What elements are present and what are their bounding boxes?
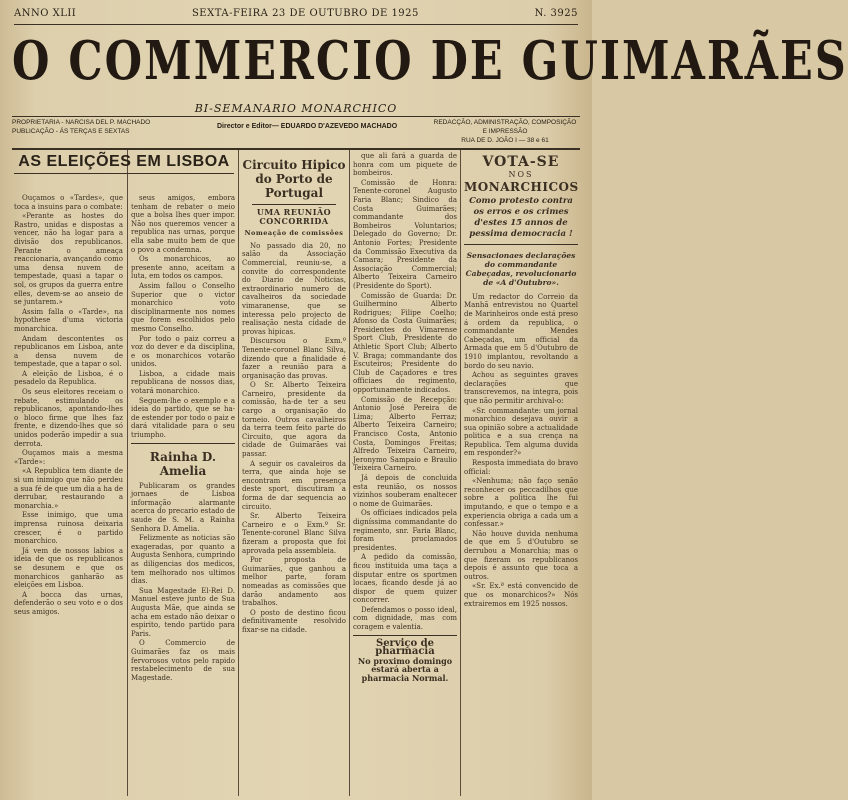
paragraph: Ouçamos mais a mesma «Tarde»: xyxy=(14,449,123,466)
paragraph: Assim falla o «Tarde», na hypothese d'uma victoria monarchica. xyxy=(14,307,123,333)
section-title-pharmacia: Serviço de pharmacia xyxy=(375,637,435,658)
paragraph: O posto de destino ficou definitivamente resolvido fixar-se na cidade. xyxy=(242,608,346,634)
paragraph: Resposta immediata do bravo official: xyxy=(464,459,578,476)
section-title-circuito: Circuito Hipico do Porto de Portugal xyxy=(242,158,346,200)
paragraph: Lisboa, a cidade mais republicana de nossos dias, votará monarchico. xyxy=(131,369,235,396)
address-info xyxy=(430,118,580,145)
column-3 xyxy=(242,152,346,792)
column-separator xyxy=(238,150,239,796)
column-1 xyxy=(14,194,123,794)
paragraph: Já vem de nossos labios a ideia de que os republicanos se desunem e que os monarchicos ganharão as eleições em Lisboa. xyxy=(14,546,123,590)
divider xyxy=(353,635,457,636)
paragraph: O Sr. Alberto Teixeira Carneiro, presidente da comissão, ha-de ter a seu cargo a organisação do torneio. Outros cavalheiros da terra teem feito parte do Circuito, que agora da cidade de Guimarães vai passar. xyxy=(242,381,346,459)
paragraph: Os seus eleitores receiam o rebate, estimulando os republicanos, apontando-lhes o bloco firme que lhes faz frente, e dizendo-lhes que só unidos poderão impedir a sua derrota. xyxy=(14,388,123,448)
divider xyxy=(252,204,336,205)
paragraph: Comissão de Honra: Tenente-coronel Augusto Faria Blanc; Sindico da Costa Guimarães; commandante dos Bombeiros Voluntarios; Delegado do Governo; Dr. Antonio Fortes; Presidente da Commissão Executiva da Camara; Presidente da Associação Commercial; Alberto Teixeira Carneiro (Presidente do Sport). xyxy=(353,178,457,290)
director-info: Director e Editor— EDUARDO D'AZEVEDO MACHADO xyxy=(217,123,398,130)
paragraph: Sr. Alberto Teixeira Carneiro e o Exm.º Sr. Tenente-coronel Blanc Silva fizeram a proposta que foi aprovada pela assembleia. xyxy=(242,512,346,555)
paragraph: A bocca das urnas, defenderão o seu voto e o dos seus amigos. xyxy=(14,590,123,616)
paragraph: Achou as seguintes graves declarações que transcrevemos, na integra, pois que não permitir archival-o: xyxy=(464,371,578,405)
paragraph: que ali fará a guarda de honra com um piquete de bombeiros. xyxy=(353,152,457,178)
paragraph: Os officiaes indicados pela digníssima commandante do regimento, snr. Faria Blanc, foram proclamados presidentes. xyxy=(353,509,457,552)
lead-headline-area xyxy=(14,152,234,192)
column-2 xyxy=(131,194,235,794)
column-separator xyxy=(349,150,350,796)
section-title-rainha: Rainha D. Amelia xyxy=(149,449,217,478)
paragraph: A eleição de Lisboa, é o pesadelo da Republica. xyxy=(14,369,123,387)
publication-schedule: PUBLICAÇÃO - ÁS TERÇAS E SEXTAS xyxy=(12,128,130,135)
paragraph: Por proposta de Guimarães, que ganhou a melhor parte, foram nomeadas as comissões que darão andamento aos trabalhos. xyxy=(242,556,346,608)
paragraph: seus amigos, embora tenham de rebater o meio que a bolsa lhes quer impor. Não nos queremos vencer a republica nas urnas, porque ella sabe muito bem de que o povo a condemna. xyxy=(131,194,235,254)
paragraph: Publicaram os grandes jornaes de Lisboa informação alarmante acerca do precario estado de saude de S. M. a Rainha Senhora D. Amelia. xyxy=(131,481,235,533)
paragraph: Sua Magestade El-Rei D. Manuel esteve junto de Sua Augusta Mãe, que ainda se acha em estado não deixar o espirito, tendo partido para Paris. xyxy=(131,586,235,638)
divider xyxy=(464,244,578,245)
address-line-1: REDACÇÃO, ADMINISTRAÇÃO, COMPOSIÇÃO xyxy=(433,119,577,126)
paragraph: Assim fallou o Conselho Superior que o victor monarchico voto disciplinarmente nos nomes que forem escolhidos pelo mesmo Conselho. xyxy=(131,281,235,333)
publication-info xyxy=(12,118,580,148)
paragraph: Um redactor do Correio da Manhã entrevistou no Quartel de Marinheiros onde está preso á ordem da republica, o commandante Mendes Cabeçadas, um official da Armada que em 5 d'Outubro de 1910 implantou, revoltando a bordo do seu navio. xyxy=(464,292,578,370)
paragraph: Por todo o paiz correu a voz do dever e da disciplina, e os monarchicos votarão unidos. xyxy=(131,334,235,369)
divider xyxy=(131,443,235,444)
paragraph: Já depois de concluida esta reunião, os nossos vizinhos souberam enaltecer o nome de Guimarães. xyxy=(353,473,457,508)
paragraph: Não houve duvida nenhuma de que em 5 d'Outubro se derrubou a Monarchia; mas o que fizeram os republicanos depois é assunto que toca a outros. xyxy=(464,529,578,581)
proprietor-text: PROPRIETARIA - NARCISA DEL P. MACHADO xyxy=(12,119,151,126)
paragraph: «A Republica tem diante de si um inimigo que não perdeu a sua fé de que um dia a ha de derrubar, restaurando a monarchia.» xyxy=(14,467,123,510)
address-line-3: RUA DE D. JOÃO I — 38 e 61 xyxy=(461,137,549,144)
paragraph: Esse inimigo, que uma imprensa ruinosa deixaria crescer, é o partido monarchico. xyxy=(14,511,123,546)
paragraph: Os monarchicos, ao presente anno, aceitam a luta, em todos os campos. xyxy=(131,255,235,281)
divider xyxy=(12,116,580,117)
paragraph: No passado dia 20, no salão da Associação Commercial, reuniu-se, a convite do correspondente do Diario de Noticias, extraordinario numero de cavalheiros da sociedade vimaranense, que se interessa pelo projecto de realisação nesta cidade de provas hipicas. xyxy=(242,241,346,336)
paragraph: «Sr. commandante: um jornal monarchico desejava ouvir a sua opinião sobre a actualidade politica e a sua crença na Republica. Tem alguma duvida em responder?» xyxy=(464,406,578,458)
pharmacia-notice: No proximo domingo estará aberta a pharmacia Normal. xyxy=(357,655,453,684)
column-separator xyxy=(127,150,128,796)
paragraph: Comissão de Guarda: Dr. Guilhermino Alberto Rodrigues; Filipe Coelho; Afonso da Costa Guimarães; Presidentes do Vimarense Sport Club, Presidente do Athletic Sport Club; Alberto V. Braga; commandante dos Escuteiros; Presidente do Club de Caçadores e tres officiaes do regimento, opportunamente indicados. xyxy=(353,291,457,395)
masthead-subtitle: BI-SEMANARIO MONARCHICO xyxy=(194,102,398,115)
paragraph: Felizmente as noticias são exageradas, por quanto a Augusta Senhora, cumprindo as diligencias dos medicos, tem melhorado nos ultimos dias. xyxy=(131,534,235,586)
protest-text: Como protesto contra os erros e os crimes d'estes 15 annos de pessima democracia ! xyxy=(469,195,573,239)
lead-headline: AS ELEIÇÕES EM LISBOA xyxy=(14,152,234,174)
paragraph: A seguir os cavaleiros da terra, que ainda hoje se encontram em presença deste sport, discutiram a forma de dar sequencia ao circuito. xyxy=(242,459,346,511)
column-separator xyxy=(460,150,461,796)
declaracoes-title: Sensacionaes declarações do commandante Cabeçadas, revolucionario de «A d'Outubro». xyxy=(465,250,577,287)
section-subtitle: UMA REUNIÃO CONCORRIDA xyxy=(256,207,332,226)
proprietor-info xyxy=(12,118,212,136)
paragraph: Discursou o Exm.º Tenente-coronel Blanc Silva, dizendo que a finalidade é fazer a reunião para a organisação das provas. xyxy=(242,337,346,380)
top-info-line xyxy=(14,2,578,25)
issue-date: SEXTA-FEIRA 23 DE OUTUBRO DE 1925 xyxy=(191,7,419,19)
paragraph: «Perante as hostes do Rastro, unidas e dispostas a vencer, não ha logar para a divisão dos republicanos. Perante o ameaça reaccionaria, avançando como uma densa nuvem de tempestade, quasi a tapar o sol, os grupos da guerra entre elles, devem-se ao anseio de se juntarem.» xyxy=(14,212,123,307)
paragraph: Andam descontentes os republicanos em Lisboa, ante a densa nuvem de tempestade, que a tapar o sol. xyxy=(14,334,123,369)
issue-number: N. 3925 xyxy=(534,7,578,19)
address-line-2: E IMPRESSÃO xyxy=(482,128,528,135)
paragraph: Ouçamos o «Tardes», que toca a insuins para o combate: xyxy=(14,194,123,211)
divider xyxy=(12,148,580,150)
paragraph: Seguem-lhe o exemplo e a ideia do partido, que se ha-de estender por todo o paiz e dará vitalidade para o seu triumpho. xyxy=(131,396,235,440)
paragraph: Defendamos o posso ideal, com dignidade, mas com coragem e valentia. xyxy=(353,605,457,632)
paragraph: A pedido da comissão, ficou instituida uma taça a disputar entre os sportmen locaes, ficando desde já ao dispor de quem quizer concorrer. xyxy=(353,553,457,605)
column-5 xyxy=(464,152,578,792)
monarchicos-title: MONARCHICOS xyxy=(464,180,579,195)
section-subtitle-2: Nomeação de comissões xyxy=(244,229,344,238)
nos-label: NOS xyxy=(508,169,534,179)
vota-se-title: VOTA-SE xyxy=(482,154,560,170)
paragraph: Comissão de Recepção: Antonio José Pereira de Lima; Alberto Ferraz; Alberto Teixeira Carneiro; Francisco Costa, Antonio Costa, Domingos Freitas; Alfredo Teixeira Carneiro, Jeronymo Sampaio e Braulio Teixeira Carneiro. xyxy=(353,395,457,473)
column-4 xyxy=(353,152,457,792)
paragraph: «Sr. Ex.ª está convencido de que os monarchicos?» Nós extrairemos em 1925 nossos. xyxy=(464,582,578,608)
paragraph: O Commercio de Guimarães faz os mais fervorosos votos pelo rapido restabelecimento de sua Magestade. xyxy=(131,639,235,682)
volume-label: ANNO XLII xyxy=(14,7,77,19)
masthead-title: O COMMERCIO DE GUIMARÃES xyxy=(12,30,848,93)
paragraph: «Nenhuma; não faço senão reconhecer os peccadilhos que sobre a politica lhe fui imputando, e que o tempo e a experiencia obriga a cada um a confessar.» xyxy=(464,477,578,529)
